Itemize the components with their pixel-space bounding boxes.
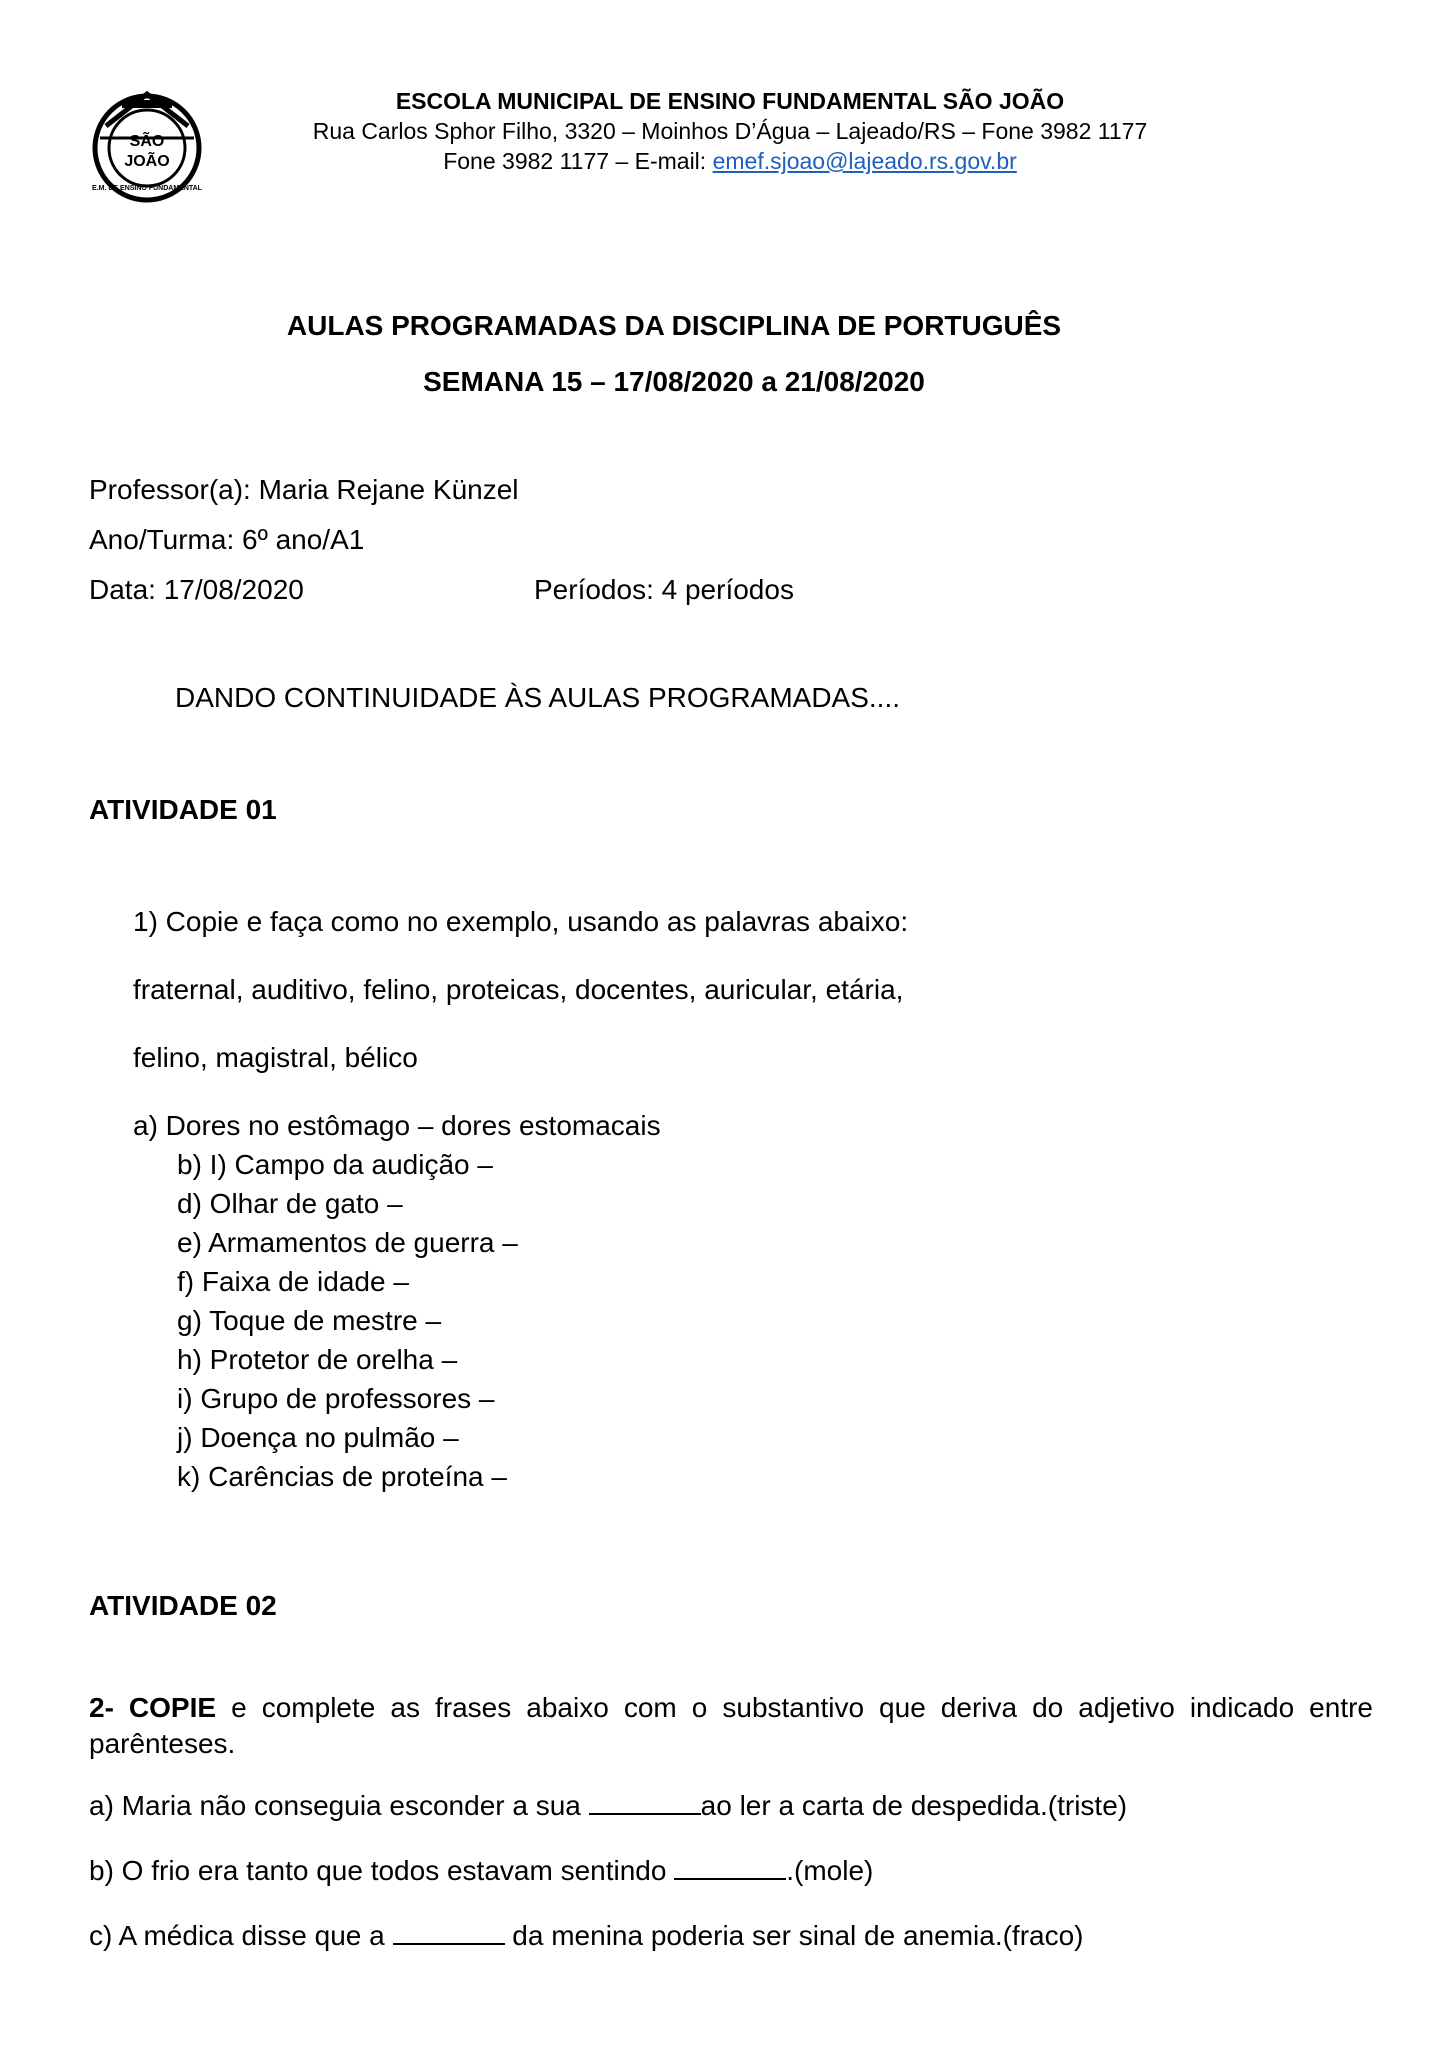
- word-list-line1: fraternal, auditivo, felino, proteicas, docentes, auricular, etária,: [133, 974, 904, 1005]
- school-name: ESCOLA MUNICIPAL DE ENSINO FUNDAMENTAL SÃO JOÃO: [395, 88, 1065, 114]
- list-item: j) Doença no pulmão –: [177, 1422, 459, 1453]
- school-logo: [88, 86, 206, 204]
- list-item: a) Dores no estômago – dores estomacais: [133, 1110, 661, 1141]
- date-line: Data: 17/08/2020: [89, 574, 304, 605]
- answer-blank[interactable]: [393, 1919, 505, 1945]
- list-item: b) I) Campo da audição –: [177, 1149, 493, 1180]
- contact-prefix: Fone 3982 1177 – E-mail:: [443, 148, 713, 174]
- page-title: AULAS PROGRAMADAS DA DISCIPLINA DE PORTUGUÊS: [286, 310, 1062, 341]
- copie-keyword: 2- COPIE: [89, 1692, 217, 1723]
- list-item: k) Carências de proteína –: [177, 1461, 507, 1492]
- sentence-before: b) O frio era tanto que todos estavam sentindo: [89, 1855, 675, 1886]
- logo-text-bottom: JOÃO: [124, 153, 170, 170]
- list-item: e) Armamentos de guerra –: [177, 1227, 518, 1258]
- sentence-c: [89, 1918, 1084, 1954]
- sentence-b: [89, 1853, 873, 1889]
- email-link[interactable]: emef.sjoao@lajeado.rs.gov.br: [712, 148, 1017, 174]
- activity2-heading: ATIVIDADE 02: [89, 1590, 277, 1621]
- list-item: h) Protetor de orelha –: [177, 1344, 458, 1375]
- activity2-instruction: [89, 1690, 1373, 1762]
- answer-blank[interactable]: [674, 1854, 786, 1880]
- activity1-heading: ATIVIDADE 01: [89, 794, 277, 825]
- list-item: f) Faixa de idade –: [177, 1266, 409, 1297]
- logo-ring-text: E.M. DE ENSINO FUNDAMENTAL: [92, 185, 202, 192]
- intro-text: DANDO CONTINUIDADE ÀS AULAS PROGRAMADAS....: [175, 682, 901, 713]
- week-title: SEMANA 15 – 17/08/2020 a 21/08/2020: [423, 366, 925, 397]
- school-contact: [230, 146, 1230, 176]
- list-item: g) Toque de mestre –: [177, 1305, 442, 1336]
- instruction-rest: e complete as frases abaixo com o substantivo que deriva do adjetivo indicado entre parênteses.: [89, 1692, 1374, 1759]
- sentence-before: a) Maria não conseguia esconder a sua: [89, 1790, 589, 1821]
- sentence-a: [89, 1788, 1127, 1824]
- periods-line: Períodos: 4 períodos: [534, 574, 794, 605]
- answer-blank[interactable]: [589, 1789, 701, 1815]
- sentence-after: ao ler a carta de despedida.(triste): [700, 1790, 1128, 1821]
- class-line: Ano/Turma: 6º ano/A1: [89, 524, 365, 555]
- list-item: i) Grupo de professores –: [177, 1383, 495, 1414]
- sentence-after: .(mole): [786, 1855, 874, 1886]
- word-list-line2: felino, magistral, bélico: [133, 1042, 418, 1073]
- list-item: d) Olhar de gato –: [177, 1188, 403, 1219]
- school-address: Rua Carlos Sphor Filho, 3320 – Moinhos D’Água – Lajeado/RS – Fone 3982 1177: [312, 118, 1148, 144]
- sentence-before: c) A médica disse que a: [89, 1920, 393, 1951]
- logo-text-top: SÃO: [129, 133, 165, 150]
- activity1-instruction: 1) Copie e faça como no exemplo, usando as palavras abaixo:: [133, 906, 909, 937]
- sentence-after: da menina poderia ser sinal de anemia.(fraco): [504, 1920, 1084, 1951]
- teacher-line: Professor(a): Maria Rejane Künzel: [89, 474, 519, 505]
